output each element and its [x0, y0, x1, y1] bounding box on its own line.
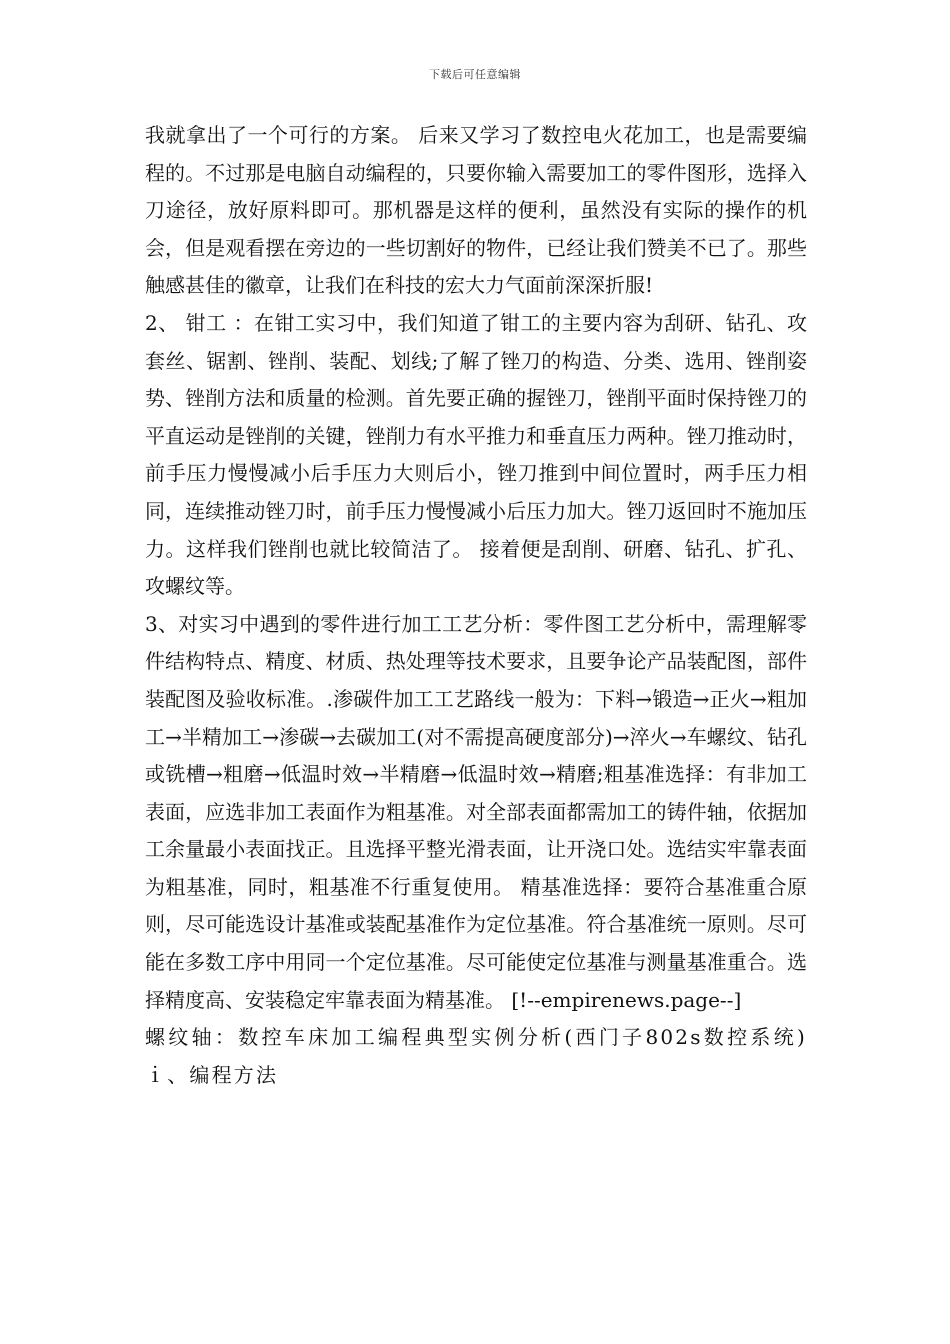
paragraph-process-analysis: 3、对实习中遇到的零件进行加工工艺分析：零件图工艺分析中，需理解零件结构特点、精度、材质、热处理等技术要求，且要争论产品装配图，部件装配图及验收标准。.渗碳件加工工艺路线一般为：下料→锻造→正火→粗加工→半精加工→渗碳→去碳加工(对不需提高硬度部分)→淬火→车螺纹、钻孔或铣槽→粗磨→低温时效→半精磨→低温时效→精磨;粗基准选择：有非加工表面，应选非加工表面作为粗基准。对全部表面都需加工的铸件轴，依据加工余量最小表面找正。且选择平整光滑表面，让开浇口处。选结实牢靠表面为粗基准，同时，粗基准不行重复使用。 精基准选择：要符合基准重合原则，尽可能选设计基准或装配基准作为定位基准。符合基准统一原则。尽可能在多数工序中用同一个定位基准。尽可能使定位基准与测量基准重合。选择精度高、安装稳定牢靠表面为精基准。 [!--empirenews.page--] — [145, 611, 807, 1012]
page-header: 下载后可任意编辑 — [429, 68, 521, 81]
paragraph-fitter-work: 2、 钳工 ：在钳工实习中，我们知道了钳工的主要内容为刮研、钻孔、攻套丝、锯割、锉削、装配、划线;了解了锉刀的构造、分类、选用、锉削姿势、锉削方法和质量的检测。首先要正确的握锉刀，锉削平面时保持锉刀的平直运动是锉削的关键，锉削力有水平推力和垂直压力两种。锉刀推动时，前手压力慢慢减小后手压力大则后小，锉刀推到中间位置时，两手压力相同，连续推动锉刀时，前手压力慢慢减小后压力加大。锉刀返回时不施加压力。这样我们锉削也就比较简洁了。 接着便是刮削、研磨、钻孔、扩孔、攻螺纹等。 — [145, 310, 807, 599]
paragraph-edm-programming: 我就拿出了一个可行的方案。 后来又学习了数控电火花加工，也是需要编程的。不过那是电脑自动编程的，只要你输入需要加工的零件图形，选择入刀途径，放好原料即可。那机器是这样的便利，虽然没有实际的操作的机会，但是观看摆在旁边的一些切割好的物件，已经让我们赞美不已了。那些触感甚佳的徽章，让我们在科技的宏大力气面前深深折服! — [145, 123, 807, 298]
document-body — [145, 117, 807, 1094]
paragraph-thread-shaft: 螺纹轴：数控车床加工编程典型实例分析(西门子802s数控系统)ｉ、编程方法 — [145, 1025, 807, 1087]
